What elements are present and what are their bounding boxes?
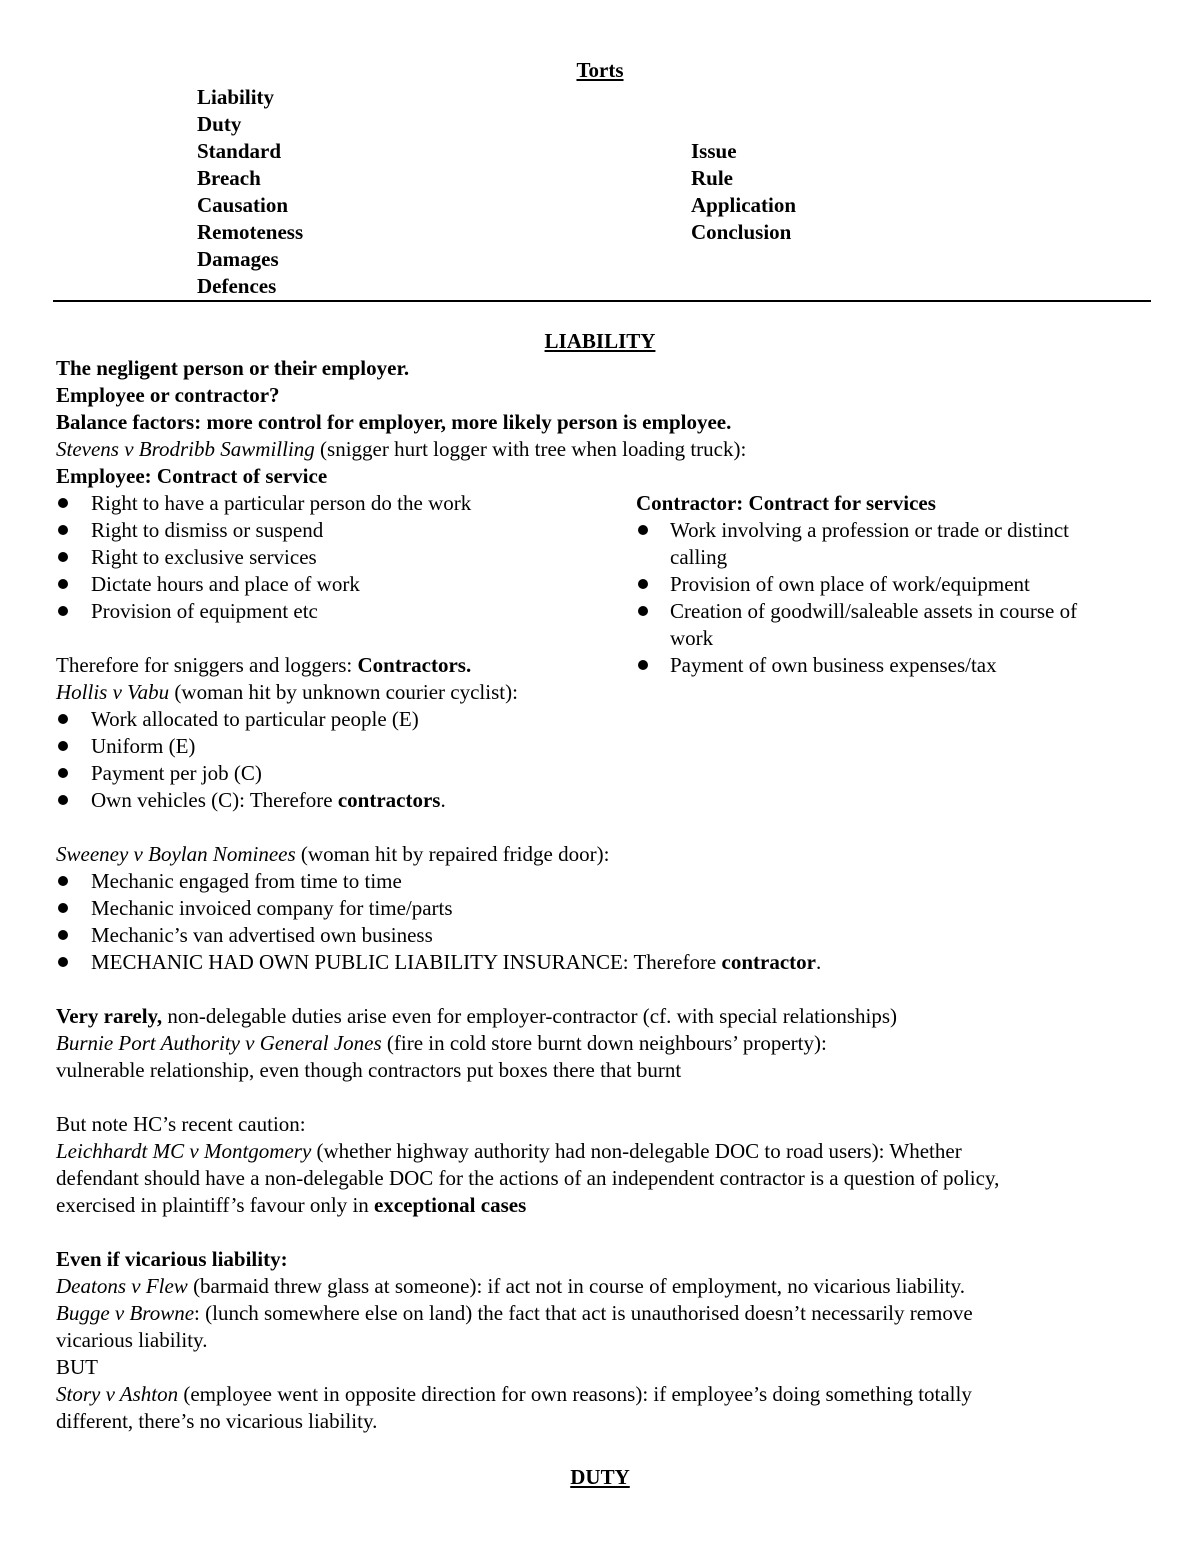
conclusion-text: Therefore for sniggers and loggers: — [56, 653, 358, 677]
list-item: Payment of own business expenses/tax — [670, 653, 997, 677]
case-description: (fire in cold store burnt down neighbours’ property): — [381, 1031, 827, 1055]
bullet-icon — [58, 606, 68, 616]
list-item-text: MECHANIC HAD OWN PUBLIC LIABILITY INSURANCE: Therefore — [91, 950, 722, 974]
case-name: Bugge v Browne — [56, 1301, 195, 1325]
case-line-continuation: vulnerable relationship, even though contractors put boxes there that burnt — [56, 1058, 682, 1082]
case-name: Story v Ashton — [56, 1382, 179, 1406]
bullet-icon — [638, 525, 648, 535]
bullet-icon — [58, 552, 68, 562]
case-name: Deatons v Flew — [56, 1274, 188, 1298]
but-line: BUT — [56, 1355, 98, 1379]
case-line-hollis — [56, 679, 518, 706]
paragraph-bold: exceptional cases — [374, 1193, 527, 1217]
bullet-icon — [58, 714, 68, 724]
irac-item: Issue — [691, 139, 737, 163]
list-item — [91, 787, 446, 814]
case-line-stevens — [56, 436, 746, 463]
intro-line: Employee or contractor? — [56, 383, 280, 407]
bullet-icon — [58, 876, 68, 886]
employee-heading: Employee: Contract of service — [56, 464, 328, 488]
list-item: Right to have a particular person do the work — [91, 491, 472, 515]
bullet-icon — [58, 525, 68, 535]
bullet-icon — [58, 930, 68, 940]
outline-item: Remoteness — [197, 220, 304, 244]
list-item: Work involving a profession or trade or distinct — [670, 518, 1069, 542]
bullet-icon — [58, 957, 68, 967]
case-description: (snigger hurt logger with tree when loading truck): — [314, 437, 747, 461]
case-line-burnie — [56, 1030, 827, 1057]
case-description: (barmaid threw glass at someone): if act not in course of employment, no vicarious liability. — [187, 1274, 965, 1298]
paragraph-rarely — [56, 1003, 897, 1030]
list-item-bold: contractor — [721, 950, 816, 974]
bullet-icon — [58, 768, 68, 778]
outline-item: Breach — [197, 166, 261, 190]
case-line-continuation: defendant should have a non-delegable DOC for the actions of an independent contractor is a question of policy, — [56, 1166, 1000, 1190]
bullet-icon — [58, 903, 68, 913]
case-line-continuation: different, there’s no vicarious liability. — [56, 1409, 378, 1433]
case-name: Hollis v Vabu — [56, 680, 170, 704]
outline-item: Liability — [197, 85, 275, 109]
bullet-icon — [58, 741, 68, 751]
list-item: Mechanic’s van advertised own business — [91, 923, 433, 947]
case-description: (whether highway authority had non-delegable DOC to road users): Whether — [311, 1139, 962, 1163]
horizontal-rule — [53, 300, 1151, 302]
irac-item: Application — [691, 193, 797, 217]
list-item — [91, 949, 821, 976]
case-description: : (lunch somewhere else on land) the fact that act is unauthorised doesn’t necessarily remove — [194, 1301, 973, 1325]
paragraph-text: exercised in plaintiff’s favour only in — [56, 1193, 375, 1217]
bullet-icon — [58, 498, 68, 508]
subheading-vicarious: Even if vicarious liability: — [56, 1247, 288, 1271]
irac-item: Rule — [691, 166, 733, 190]
intro-line: Balance factors: more control for employer, more likely person is employee. — [56, 410, 732, 434]
case-description: (woman hit by unknown courier cyclist): — [169, 680, 518, 704]
list-item-continuation: work — [670, 626, 714, 650]
bullet-icon — [638, 606, 648, 616]
list-item-bold: contractors — [337, 788, 441, 812]
list-item: Right to exclusive services — [91, 545, 317, 569]
case-line-sweeney — [56, 841, 609, 868]
paragraph-text: non-delegable duties arise even for employer-contractor (cf. with special relationships) — [162, 1004, 898, 1028]
list-item: Work allocated to particular people (E) — [91, 707, 419, 731]
bullet-icon — [638, 579, 648, 589]
section-heading-duty: DUTY — [570, 1465, 630, 1489]
case-name: Leichhardt MC v Montgomery — [56, 1139, 312, 1163]
irac-item: Conclusion — [691, 220, 792, 244]
case-line-deatons — [56, 1273, 965, 1300]
conclusion-bold: Contractors. — [357, 653, 472, 677]
list-item: Creation of goodwill/saleable assets in course of — [670, 599, 1078, 623]
list-item: Mechanic engaged from time to time — [91, 869, 402, 893]
list-item: Dictate hours and place of work — [91, 572, 360, 596]
outline-item: Defences — [197, 274, 277, 298]
intro-line: The negligent person or their employer. — [56, 356, 410, 380]
case-line-continuation — [56, 1192, 526, 1219]
list-item: Uniform (E) — [91, 734, 196, 758]
list-item-suffix: . — [440, 788, 446, 812]
list-item: Provision of equipment etc — [91, 599, 318, 623]
paragraph-caution: But note HC’s recent caution: — [56, 1112, 306, 1136]
list-item-text: Own vehicles (C): Therefore — [91, 788, 338, 812]
outline-item: Causation — [197, 193, 289, 217]
bullet-icon — [58, 579, 68, 589]
outline-item: Damages — [197, 247, 279, 271]
paragraph-bold: Very rarely, — [56, 1004, 163, 1028]
page-title: Torts — [576, 58, 624, 82]
case-name: Burnie Port Authority v General Jones — [56, 1031, 382, 1055]
case-name: Stevens v Brodribb Sawmilling — [56, 437, 315, 461]
bullet-icon — [58, 795, 68, 805]
bullet-icon — [638, 660, 648, 670]
conclusion-line — [56, 652, 471, 679]
list-item: Payment per job (C) — [91, 761, 262, 785]
section-heading-liability: LIABILITY — [544, 329, 656, 353]
list-item-continuation: calling — [670, 545, 728, 569]
outline-item: Standard — [197, 139, 282, 163]
case-name: Sweeney v Boylan Nominees — [56, 842, 296, 866]
case-description: (employee went in opposite direction for own reasons): if employee’s doing something totally — [178, 1382, 972, 1406]
case-description: (woman hit by repaired fridge door): — [295, 842, 610, 866]
contractor-heading: Contractor: Contract for services — [636, 491, 936, 515]
list-item-suffix: . — [815, 950, 822, 974]
list-item: Mechanic invoiced company for time/parts — [91, 896, 453, 920]
list-item: Right to dismiss or suspend — [91, 518, 324, 542]
case-line-story — [56, 1381, 972, 1408]
list-item: Provision of own place of work/equipment — [670, 572, 1030, 596]
case-line-continuation: vicarious liability. — [56, 1328, 208, 1352]
outline-item: Duty — [197, 112, 242, 136]
case-line-bugge — [56, 1300, 973, 1327]
case-line-leichhardt — [56, 1138, 962, 1165]
